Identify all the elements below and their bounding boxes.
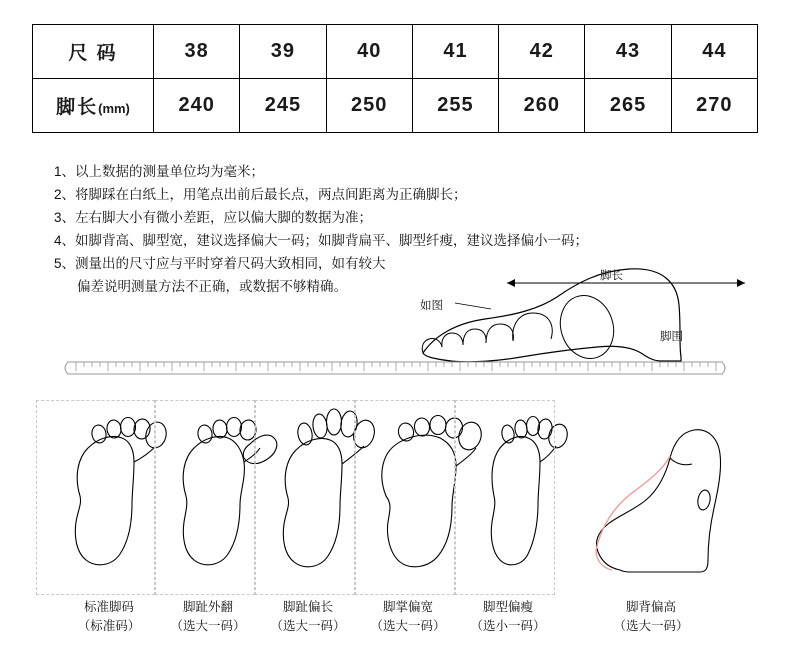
foot-girth-ellipse: [552, 289, 621, 366]
length-value: 245: [264, 94, 302, 116]
diagram-label-foot-length: 脚长: [600, 270, 623, 282]
foot-types-panel: [36, 400, 754, 595]
callout-leader-line: [455, 303, 491, 309]
note-text: 以上数据的测量单位均为毫米；: [75, 164, 265, 179]
row-header-size-label: 尺 码: [68, 43, 118, 64]
size-value: 39: [270, 40, 296, 62]
note-item: [54, 183, 484, 206]
table-row-size: [33, 25, 758, 79]
note-index: 3、: [54, 210, 76, 225]
size-value: 38: [184, 40, 209, 62]
caption-title: 脚型偏瘦: [482, 600, 533, 614]
row-header-size: [33, 25, 154, 79]
note-text: 测量出的尺寸应与平时穿着尺码大致相同，如有较大: [75, 256, 386, 271]
caption-advice: （标准码）: [77, 619, 141, 633]
length-value: 270: [696, 94, 733, 116]
caption-standard: [54, 598, 164, 636]
foot-high-instep-outline: [596, 430, 720, 572]
caption-long-toes: [253, 598, 363, 636]
ruler-graphic: [62, 358, 728, 378]
arrow-right-icon: [737, 279, 745, 287]
length-value: 250: [351, 94, 388, 116]
foot-type-box-4: [355, 400, 455, 595]
note-index: 4、: [54, 233, 76, 248]
caption-advice: （选大一码）: [370, 619, 446, 633]
table-cell-size-39: [240, 25, 326, 79]
table-cell-length-260: [499, 79, 585, 133]
caption-advice: （选小一码）: [470, 619, 546, 633]
size-chart-table: [32, 24, 758, 133]
table-cell-length-270: [671, 79, 757, 133]
note-item: [54, 160, 484, 183]
table-cell-size-44: [671, 25, 757, 79]
caption-high-instep: [591, 598, 711, 636]
caption-title: 脚背偏高: [625, 600, 676, 614]
row-header-length-label: 脚长: [56, 97, 99, 118]
caption-advice: （选大一码）: [613, 619, 689, 633]
table-cell-length-250: [326, 79, 412, 133]
note-item: [54, 229, 589, 252]
note-item: [54, 252, 454, 298]
size-value: 43: [615, 40, 641, 62]
row-header-length: [33, 79, 154, 133]
table-cell-size-38: [154, 25, 240, 79]
diagram-label-ru-tu: 如图: [420, 300, 443, 312]
size-value: 40: [357, 40, 382, 62]
diagram-label-foot-girth: 脚围: [660, 331, 683, 343]
caption-bunion: [153, 598, 263, 636]
foot-type-captions: [36, 598, 754, 648]
length-value: 255: [437, 94, 474, 116]
note-index: 5、: [54, 256, 76, 271]
arrow-left-icon: [507, 279, 515, 287]
note-index: 1、: [54, 164, 76, 179]
table-cell-size-43: [585, 25, 671, 79]
size-value: 41: [443, 40, 468, 62]
table-cell-length-265: [585, 79, 671, 133]
table-cell-length-255: [412, 79, 498, 133]
note-text: 左右脚大小有微小差距，应以偏大脚的数据为准；: [75, 210, 373, 225]
toe-5-big-path: [513, 313, 553, 341]
row-header-length-unit: (mm): [98, 101, 130, 116]
toe-2-path: [442, 333, 463, 347]
note-text-continued: 偏差说明测量方法不正确，或数据不够精确。: [77, 279, 347, 294]
toe-3-path: [463, 329, 486, 345]
ruler-ticks: [76, 362, 716, 371]
note-item: [54, 206, 484, 229]
foot-type-box-5: [455, 400, 555, 595]
foot-type-box-1: [36, 400, 155, 595]
foot-type-box-3: [255, 400, 355, 595]
size-value: 44: [702, 40, 727, 62]
caption-advice: （选大一码）: [170, 619, 246, 633]
caption-title: 脚趾外翻: [182, 600, 233, 614]
toe-4-path: [486, 324, 513, 343]
ruler-svg: [62, 358, 728, 378]
caption-advice: （选大一码）: [270, 619, 346, 633]
table-cell-size-41: [412, 25, 498, 79]
note-index: 2、: [54, 187, 76, 202]
table-cell-length-245: [240, 79, 326, 133]
length-value: 260: [523, 94, 560, 116]
table-cell-size-40: [326, 25, 412, 79]
length-value: 240: [178, 94, 215, 116]
size-value: 42: [529, 40, 554, 62]
high-instep-highlight: [596, 456, 670, 570]
caption-title: 脚掌偏宽: [382, 600, 433, 614]
caption-narrow: [453, 598, 563, 636]
caption-wide: [353, 598, 463, 636]
foot-type-box-2: [155, 400, 255, 595]
table-cell-size-42: [499, 25, 585, 79]
note-text: 将脚踩在白纸上，用笔点出前后最长点，两点间距离为正确脚长；: [75, 187, 467, 202]
table-row-length: [33, 79, 758, 133]
table-cell-length-240: [154, 79, 240, 133]
note-text: 如脚背高、脚型宽，建议选择偏大一码；如脚背扁平、脚型纤瘦，建议选择偏小一码；: [75, 233, 589, 248]
caption-title: 脚趾偏长: [282, 600, 333, 614]
length-value: 265: [609, 94, 647, 116]
caption-title: 标准脚码: [83, 600, 134, 614]
